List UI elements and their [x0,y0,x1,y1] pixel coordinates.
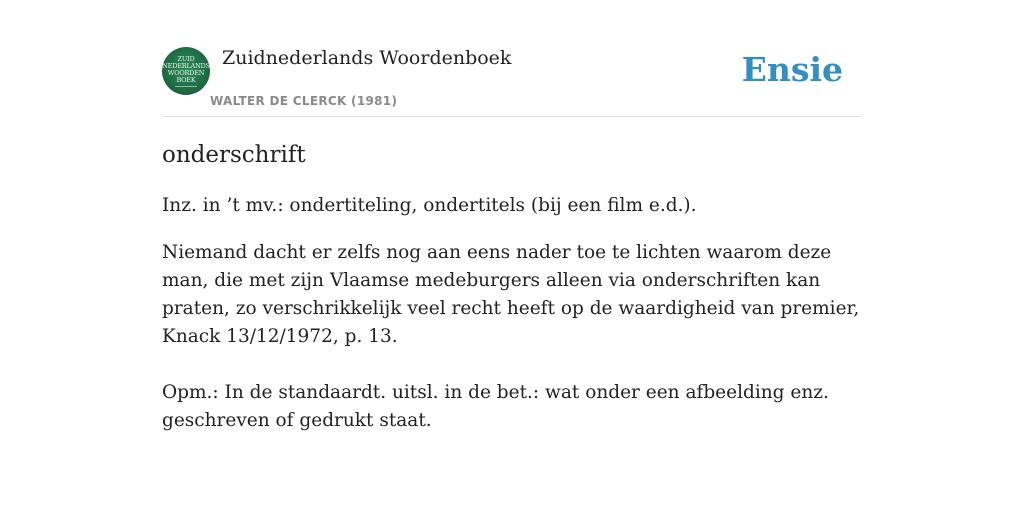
entry-card [162,0,862,512]
headword: onderschrift [162,142,306,168]
dictionary-title-link[interactable]: Zuidnederlands Woordenboek [222,47,512,69]
ensie-brand-logo[interactable]: Ensie [741,50,843,89]
definition-text: Inz. in ’t mv.: ondertiteling, ondertitels (bij een film e.d.). [162,195,697,216]
logo-rule [175,86,197,87]
logo-text-line: ZUID [177,54,195,63]
logo-text-line: WOORDEN [167,68,205,77]
logo-text-line: NEDERLANDS [162,61,210,70]
logo-text-line: BOEK [176,75,196,84]
example-quote: Niemand dacht er zelfs nog aan eens nader toe te lichten waarom deze man, die met zijn Vlaamse medeburgers alleen via onderschriften kan praten, zo verschrikkelijk veel recht heeft op de waardigheid van premier, Knack 13/12/1972, p. 13. [162,242,860,347]
dictionary-cover-logo[interactable] [162,47,210,95]
usage-note: Opm.: In de standaardt. uitsl. in de bet.: wat onder een afbeelding enz. geschreven of gedrukt staat. [162,382,829,431]
dictionary-author: WALTER DE CLERCK (1981) [210,94,398,108]
source-header [162,0,862,117]
